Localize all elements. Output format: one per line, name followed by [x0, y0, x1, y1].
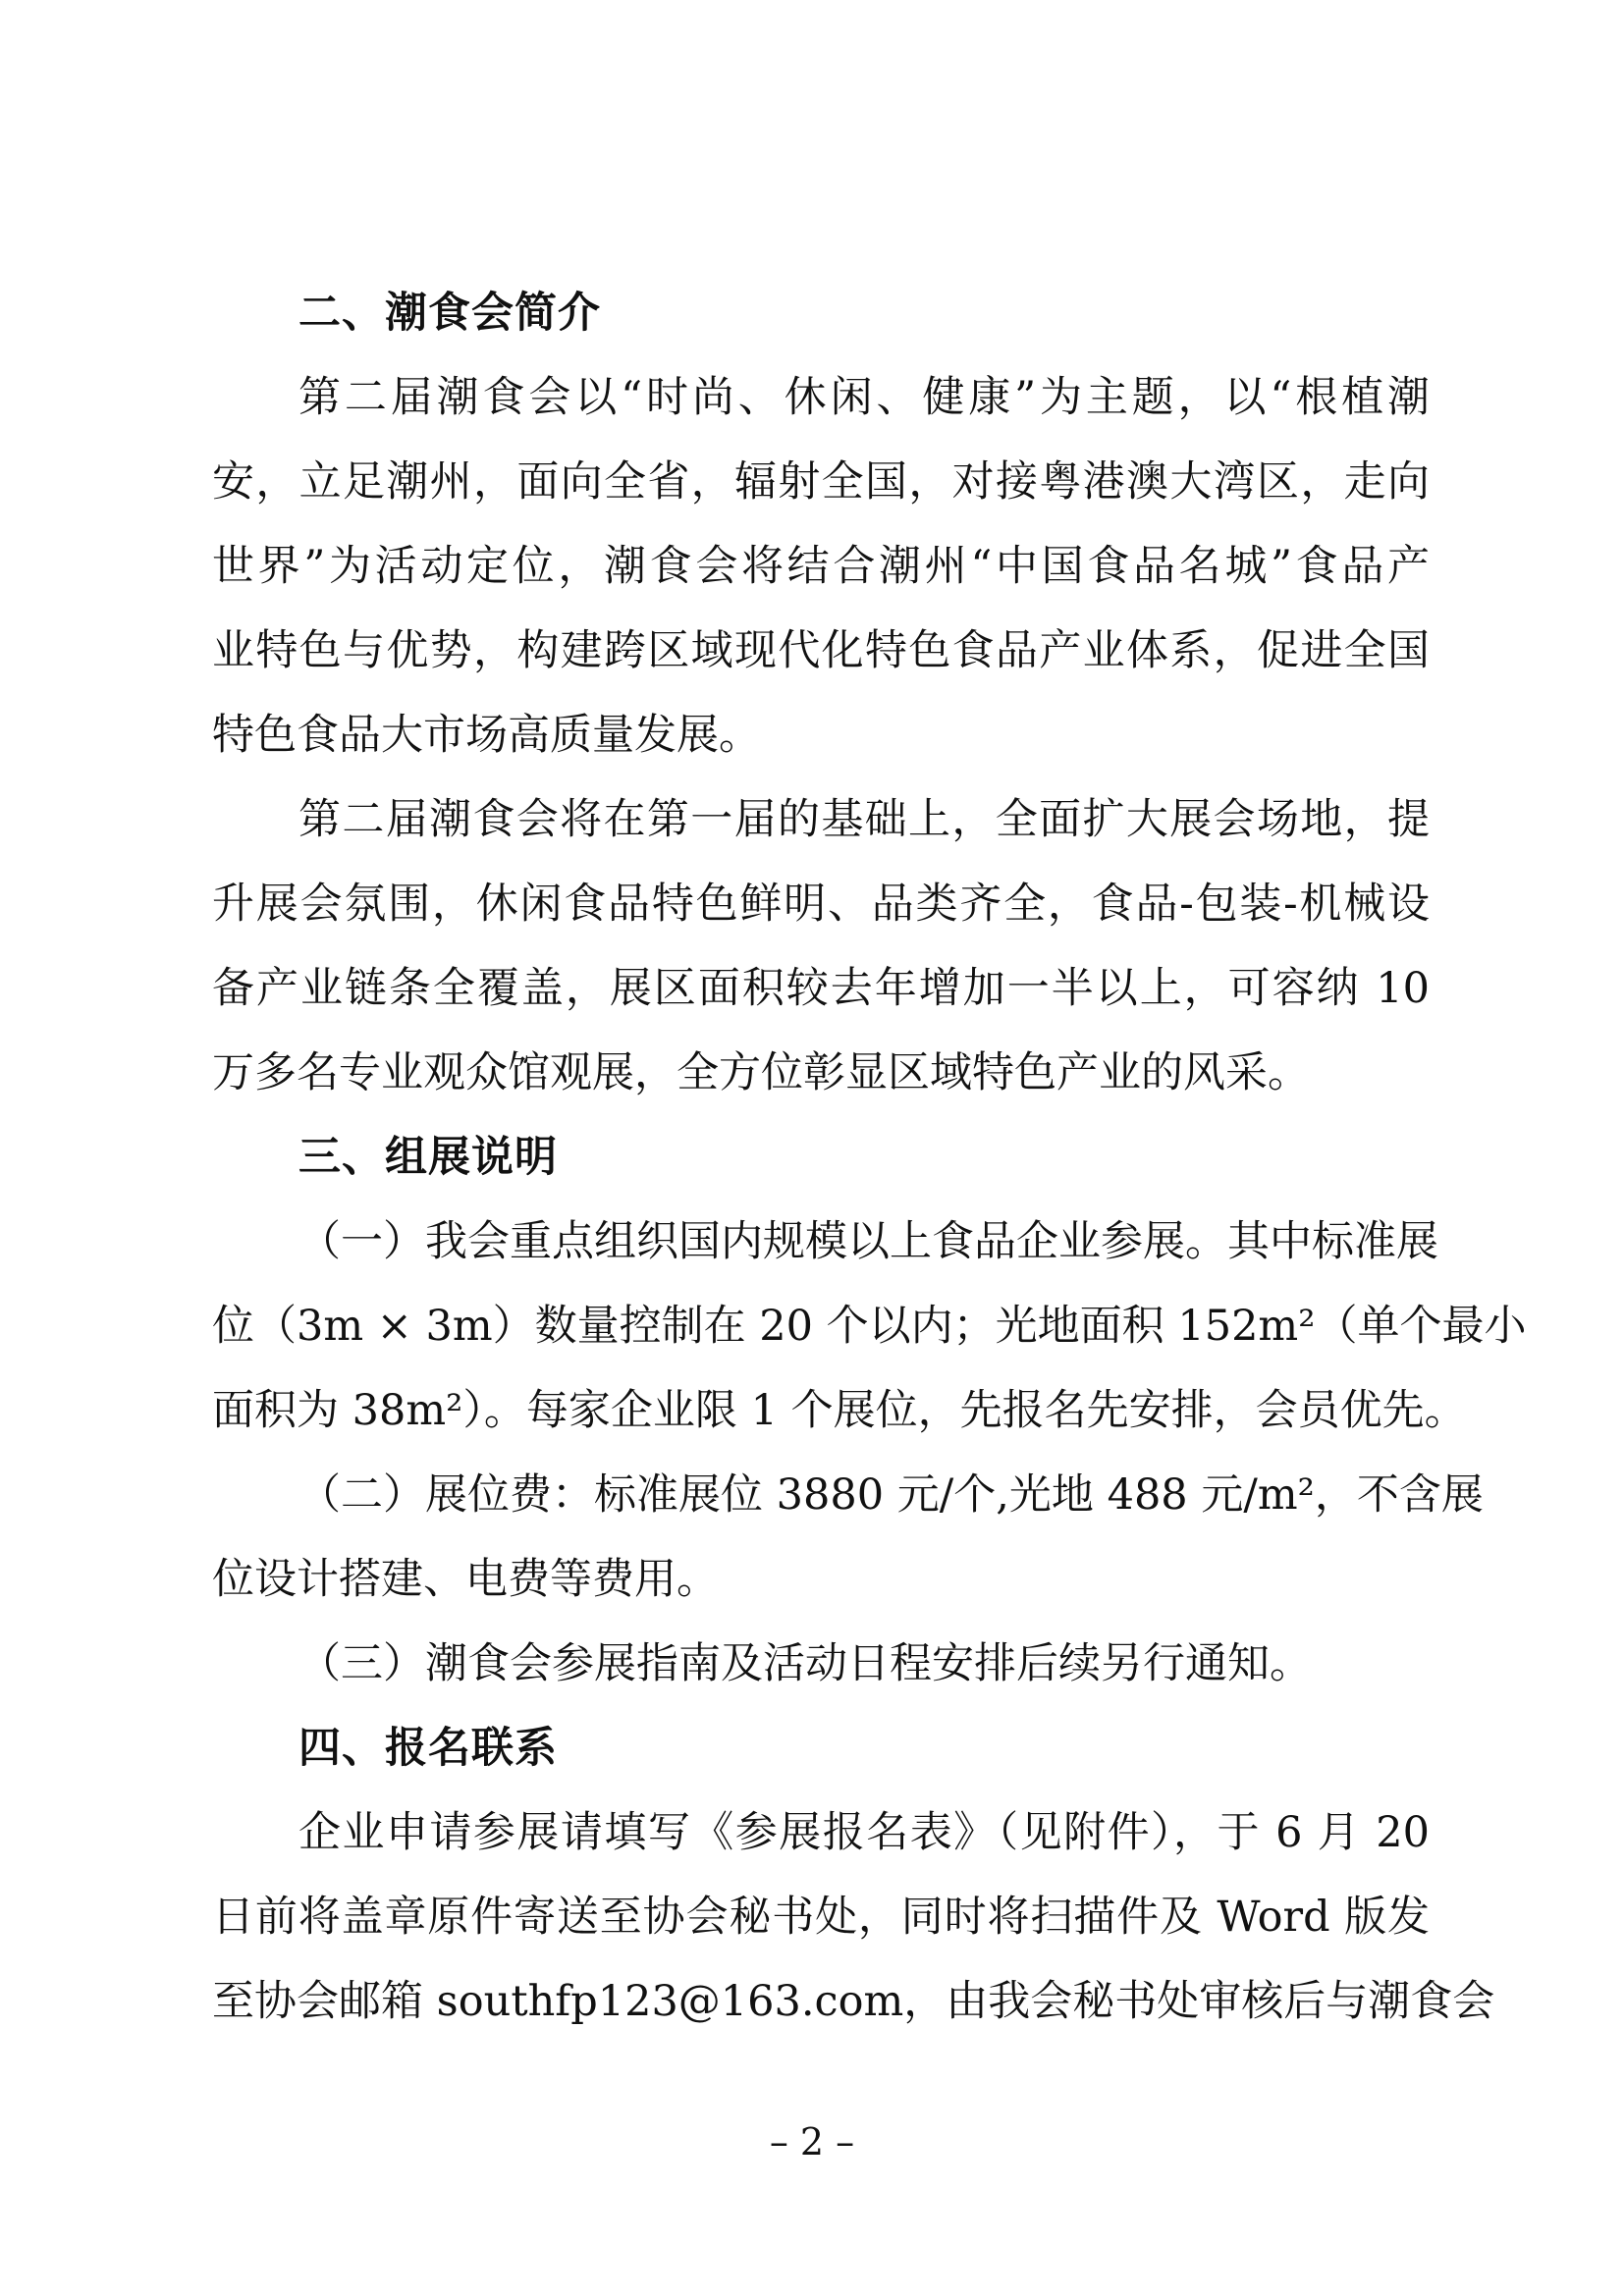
- page-number: – 2 –: [769, 2120, 855, 2163]
- text-line: 备产业链条全覆盖，展区面积较去年增加一半以上，可容纳 10: [212, 964, 1430, 1013]
- paragraph: [212, 1200, 1527, 1453]
- text-line: 第二届潮食会以“时尚、休闲、健康”为主题，以“根植潮: [298, 373, 1430, 422]
- text-line: 位设计搭建、电费等费用。: [212, 1555, 719, 1604]
- section-heading-exhibition-notes: 三、组展说明: [298, 1133, 558, 1182]
- paragraph: [212, 777, 1430, 1115]
- section-heading-registration: 四、报名联系: [298, 1724, 558, 1773]
- text-line: 安，立足潮州，面向全省，辐射全国，对接粤港澳大湾区，走向: [212, 457, 1430, 507]
- text-line: 日前将盖章原件寄送至协会秘书处，同时将扫描件及 Word 版发: [212, 1893, 1430, 1942]
- text-line: 特色食品大市场高质量发展。: [212, 711, 761, 760]
- text-line: 至协会邮箱 southfp123@163.com，由我会秘书处审核后与潮食会: [212, 1977, 1495, 2026]
- text-line: 世界”为活动定位，潮食会将结合潮州“中国食品名城”食品产: [212, 542, 1430, 591]
- paragraph: [212, 1453, 1484, 1622]
- section-heading-introduction: 二、潮食会简介: [298, 289, 601, 338]
- paragraph: [212, 355, 1430, 777]
- paragraph: [212, 1622, 1430, 1706]
- paragraph: [212, 1790, 1495, 2044]
- text-line: （一）我会重点组织国内规模以上食品企业参展。其中标准展: [298, 1217, 1438, 1266]
- text-line: 面积为 38m²）。每家企业限 1 个展位，先报名先安排，会员优先。: [212, 1386, 1467, 1435]
- text-line: 升展会氛围，休闲食品特色鲜明、品类齐全，食品-包装-机械设: [212, 880, 1430, 929]
- text-line: 位（3m × 3m）数量控制在 20 个以内；光地面积 152m²（单个最小: [212, 1302, 1527, 1351]
- text-line: （二）展位费：标准展位 3880 元/个,光地 488 元/m²，不含展: [298, 1470, 1484, 1520]
- text-line: 业特色与优势，构建跨区域现代化特色食品产业体系，促进全国: [212, 626, 1430, 675]
- text-line: 万多名专业观众馆观展，全方位彰显区域特色产业的风采。: [212, 1048, 1310, 1097]
- text-line: 第二届潮食会将在第一届的基础上，全面扩大展会场地，提: [298, 795, 1430, 844]
- text-line: 企业申请参展请填写《参展报名表》（见附件），于 6 月 20: [298, 1808, 1430, 1857]
- document-body: [212, 271, 1527, 2044]
- text-line: （三）潮食会参展指南及活动日程安排后续另行通知。: [298, 1639, 1312, 1688]
